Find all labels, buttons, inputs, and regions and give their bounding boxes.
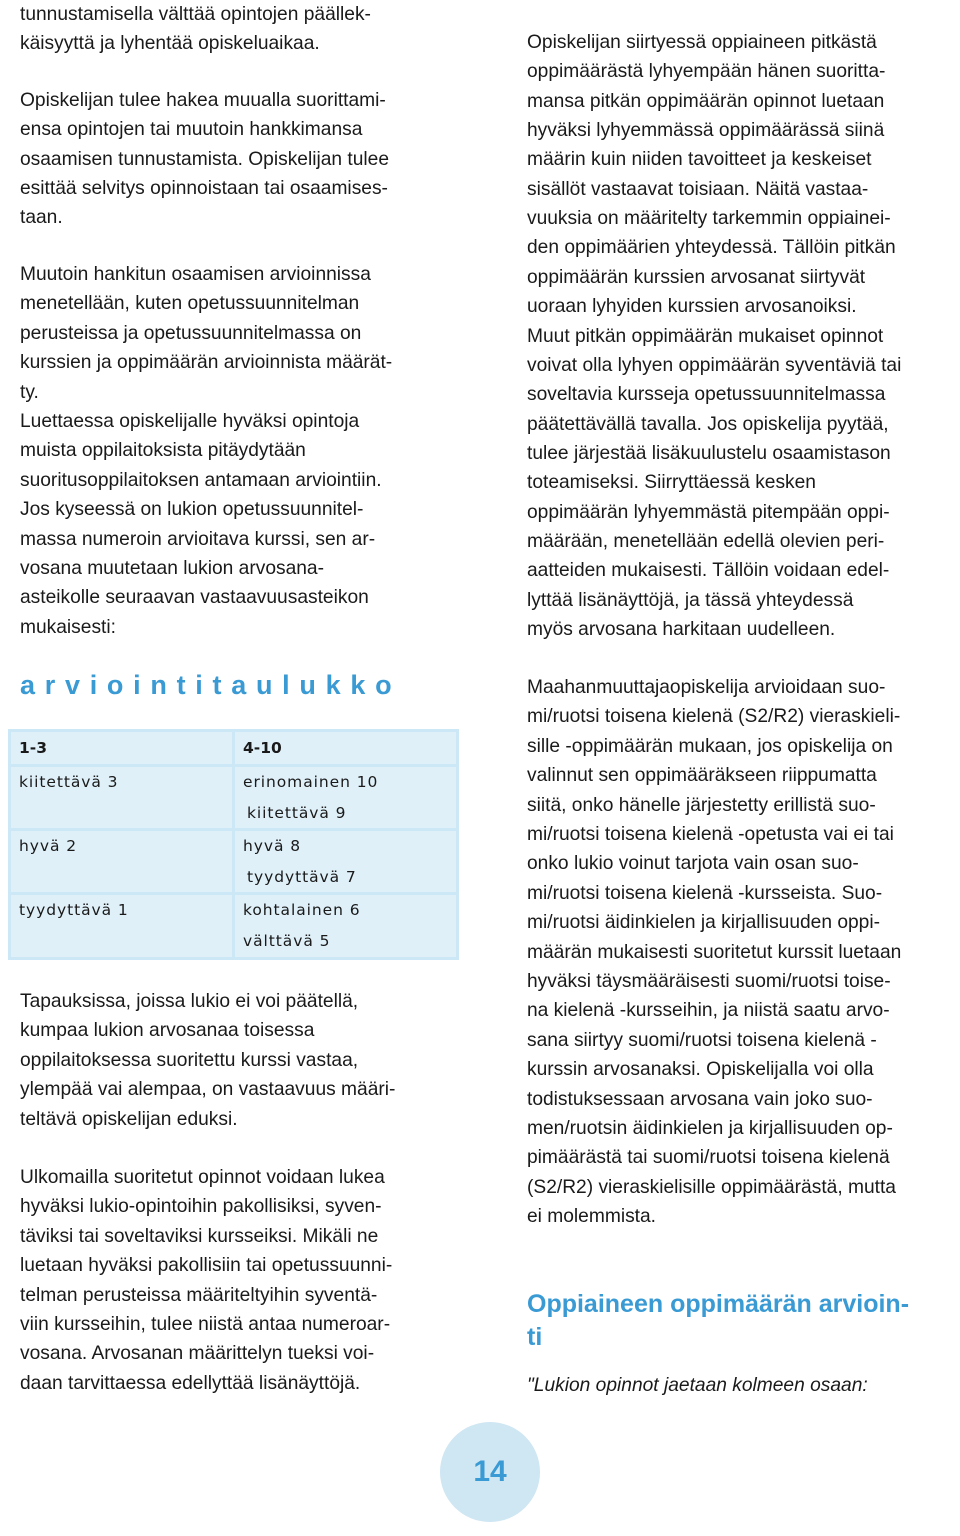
quote-text: "Lukion opinnot jaetaan kolmeen osaan:: [527, 1375, 868, 1396]
text-line: kumpaa lukion arvosanaa toisessa: [20, 1020, 315, 1042]
text-line: asteikolle seuraavan vastaavuusasteikon: [20, 587, 369, 609]
table-header-cell-left: [11, 732, 232, 764]
text-line: aatteiden mukaisesti. Tällöin voidaan edel-: [527, 560, 890, 582]
text-line: mi/ruotsi äidinkielen ja kirjallisuuden oppi-: [527, 912, 881, 934]
table-cell-text: kohtalainen 6: [243, 901, 361, 919]
text-line: Luettaessa opiskelijalle hyväksi opintoja: [20, 411, 360, 432]
table-cell-left: [11, 895, 232, 957]
text-line: ylempää vai alempaa, on vastaavuus määri-: [20, 1079, 396, 1101]
text-line: toteamiseksi. Siirryttäessä kesken: [527, 472, 816, 494]
text-line: hyväksi lukio-opintoihin pakollisiksi, syven-: [20, 1196, 382, 1218]
page-number-badge: [440, 1422, 540, 1522]
text-line: teltävä opiskelijan eduksi.: [20, 1108, 238, 1130]
text-line: määrään, menetellään edellä olevien peri-: [527, 530, 885, 552]
table-heading: arviointitaulukko: [20, 670, 402, 700]
table-cell-right: [235, 831, 456, 892]
text-line: hyväksi lyhyemmässä oppimäärässä siinä: [527, 120, 885, 142]
section-heading-line: Oppiaineen oppimäärän arvioin-: [527, 1290, 910, 1318]
text-line: tunnustamisella välttää opintojen päällek-: [20, 4, 371, 25]
table-cell-right: [235, 767, 456, 828]
text-line: mi/ruotsi toisena kielenä -opetusta vai ei tai: [527, 824, 894, 845]
text-line: soveltavia kursseja opetussuunnitelmassa: [527, 384, 886, 406]
text-line: Opiskelijan siirtyessä oppiaineen pitkästä: [527, 32, 877, 53]
text-line: taan.: [20, 207, 63, 229]
text-line: vosana. Arvosanan määrittelyn tueksi voi-: [20, 1343, 375, 1365]
text-line: Muutoin hankitun osaamisen arvioinnissa: [20, 264, 371, 285]
text-line: kurssin arvosanaksi. Opiskelijalla voi olla: [527, 1059, 874, 1081]
text-line: oppimäärän kurssien arvosanat siirtyvät: [527, 266, 866, 288]
text-line: men/ruotsin äidinkielen ja kirjallisuuden op-: [527, 1118, 893, 1139]
text-line: pimäärästä tai suomi/ruotsi toisena kielenä: [527, 1147, 890, 1169]
text-line: osaamisen tunnustamista. Opiskelijan tulee: [20, 148, 390, 170]
text-line: viin kursseihin, tulee niistä antaa numeroar-: [20, 1314, 391, 1335]
table-cell-text: kiitettävä 9: [247, 804, 347, 822]
text-line: voivat olla lyhyen oppimäärän syventäviä tai: [527, 354, 902, 376]
text-line: todistuksessaan arvosana vain joko suo-: [527, 1088, 873, 1110]
text-line: na kielenä -kursseihin, ja niistä saatu arvo-: [527, 1000, 890, 1022]
text-line: sisällöt vastaavat toisiaan. Näitä vastaa-: [527, 178, 869, 200]
text-line: hyväksi täysmääräisesti suomi/ruotsi toise-: [527, 971, 891, 992]
text-line: sana siirtyy suomi/ruotsi toisena kielenä -: [527, 1029, 877, 1051]
table-header-cell-right: [235, 732, 456, 764]
text-line: onko lukio voinut tarjota vain osan suo-: [527, 853, 859, 875]
text-line: ensa opintojen tai muutoin hankkimansa: [20, 119, 363, 141]
text-line: ty.: [20, 381, 39, 403]
text-line: päätettävällä tavalla. Jos opiskelija pyytää,: [527, 413, 889, 435]
table-cell-text: hyvä 2: [19, 837, 78, 855]
text-line: muista oppilaitoksista pitäydytään: [20, 440, 306, 462]
text-line: kurssien ja oppimäärän arvioinnista määrät-: [20, 352, 393, 374]
table-cell-text: hyvä 8: [243, 837, 302, 855]
table-cell-text: tyydyttävä 7: [247, 868, 357, 886]
text-line: oppilaitoksessa suoritettu kurssi vastaa,: [20, 1049, 359, 1071]
text-line: sille -oppimäärän mukaan, jos opiskelija on: [527, 735, 893, 757]
text-line: käisyyttä ja lyhentää opiskeluaikaa.: [20, 33, 320, 55]
text-line: vuuksia on määritelty tarkemmin oppiainei-: [527, 208, 891, 230]
text-line: Ulkomailla suoritetut opinnot voidaan lukea: [20, 1167, 385, 1188]
table-cell-left: [11, 831, 232, 892]
text-line: daan tarvittaessa edellyttää lisänäyttöjä.: [20, 1372, 361, 1394]
text-line: Muut pitkän oppimäärän mukaiset opinnot: [527, 325, 884, 347]
text-line: tulee järjestää lisäkuulustelu osaamistason: [527, 442, 891, 464]
text-line: oppimäärästä lyhyempään hänen suoritta-: [527, 61, 886, 83]
page-number: 14: [473, 1455, 507, 1488]
text-line: ei molemmista.: [527, 1206, 657, 1228]
text-line: den oppimäärien yhteydessä. Tällöin pitkän: [527, 237, 896, 259]
text-line: Tapauksissa, joissa lukio ei voi päätellä,: [20, 991, 359, 1012]
text-line: täviksi tai soveltaviksi kursseiksi. Mikäli ne: [20, 1225, 379, 1247]
table-cell-right: [235, 895, 456, 957]
text-line: mansa pitkän oppimäärän opinnot luetaan: [527, 90, 885, 112]
table-cell-text: kiitettävä 3: [19, 773, 119, 791]
table-cell-text: välttävä 5: [243, 932, 331, 950]
text-line: mi/ruotsi toisena kielenä (S2/R2) vieraskieli-: [527, 706, 901, 728]
text-line: luetaan hyväksi pakollisiin tai opetussuunni-: [20, 1255, 393, 1277]
text-line: Maahanmuuttajaopiskelija arvioidaan suo-: [527, 677, 886, 698]
text-line: myös arvosana harkitaan uudelleen.: [527, 619, 836, 640]
text-line: valinnut sen oppimääräkseen riippumatta: [527, 765, 877, 787]
text-line: perusteissa ja opetussuunnitelmassa on: [20, 322, 362, 344]
text-line: Jos kyseessä on lukion opetussuunnitel-: [20, 499, 364, 521]
section-heading-line: ti: [527, 1323, 543, 1351]
text-line: esittää selvitys opinnoistaan tai osaamises-: [20, 177, 388, 199]
text-line: menetellään, kuten opetussuunnitelman: [20, 293, 360, 315]
text-line: oppimäärän lyhyemmästä pitempään oppi-: [527, 501, 890, 523]
text-line: lyttää lisänäyttöjä, ja tässä yhteydessä: [527, 589, 854, 611]
table-cell-text: erinomainen 10: [243, 773, 379, 791]
table-header-label: 1-3: [19, 739, 48, 757]
text-line: vosana muutetaan lukion arvosana-: [20, 558, 324, 579]
table-cell-left: [11, 767, 232, 828]
text-line: siitä, onko hänelle järjestetty erillistä suo-: [527, 794, 876, 816]
text-line: suoritusoppilaitoksen antamaan arviointiin.: [20, 469, 382, 491]
text-line: määrän mukaisesti suoritetut kurssit luetaan: [527, 941, 902, 963]
text-line: määrin kuin niiden tavoitteet ja keskeiset: [527, 149, 872, 171]
text-line: telman perusteissa määriteltyihin syventä-: [20, 1284, 378, 1306]
text-line: mukaisesti:: [20, 616, 116, 638]
text-line: mi/ruotsi toisena kielenä -kursseista. Suo-: [527, 882, 883, 904]
table-header-label: 4-10: [243, 739, 282, 757]
text-line: massa numeroin arvioitava kurssi, sen ar-: [20, 528, 376, 550]
text-line: uoraan lyhyiden kurssien arvosanoiksi.: [527, 296, 857, 318]
text-line: (S2/R2) vieraskielisille oppimäärästä, mutta: [527, 1176, 896, 1198]
table-cell-text: tyydyttävä 1: [19, 901, 129, 919]
grade-conversion-table: [8, 729, 459, 960]
text-line: Opiskelijan tulee hakea muualla suorittami-: [20, 90, 386, 111]
